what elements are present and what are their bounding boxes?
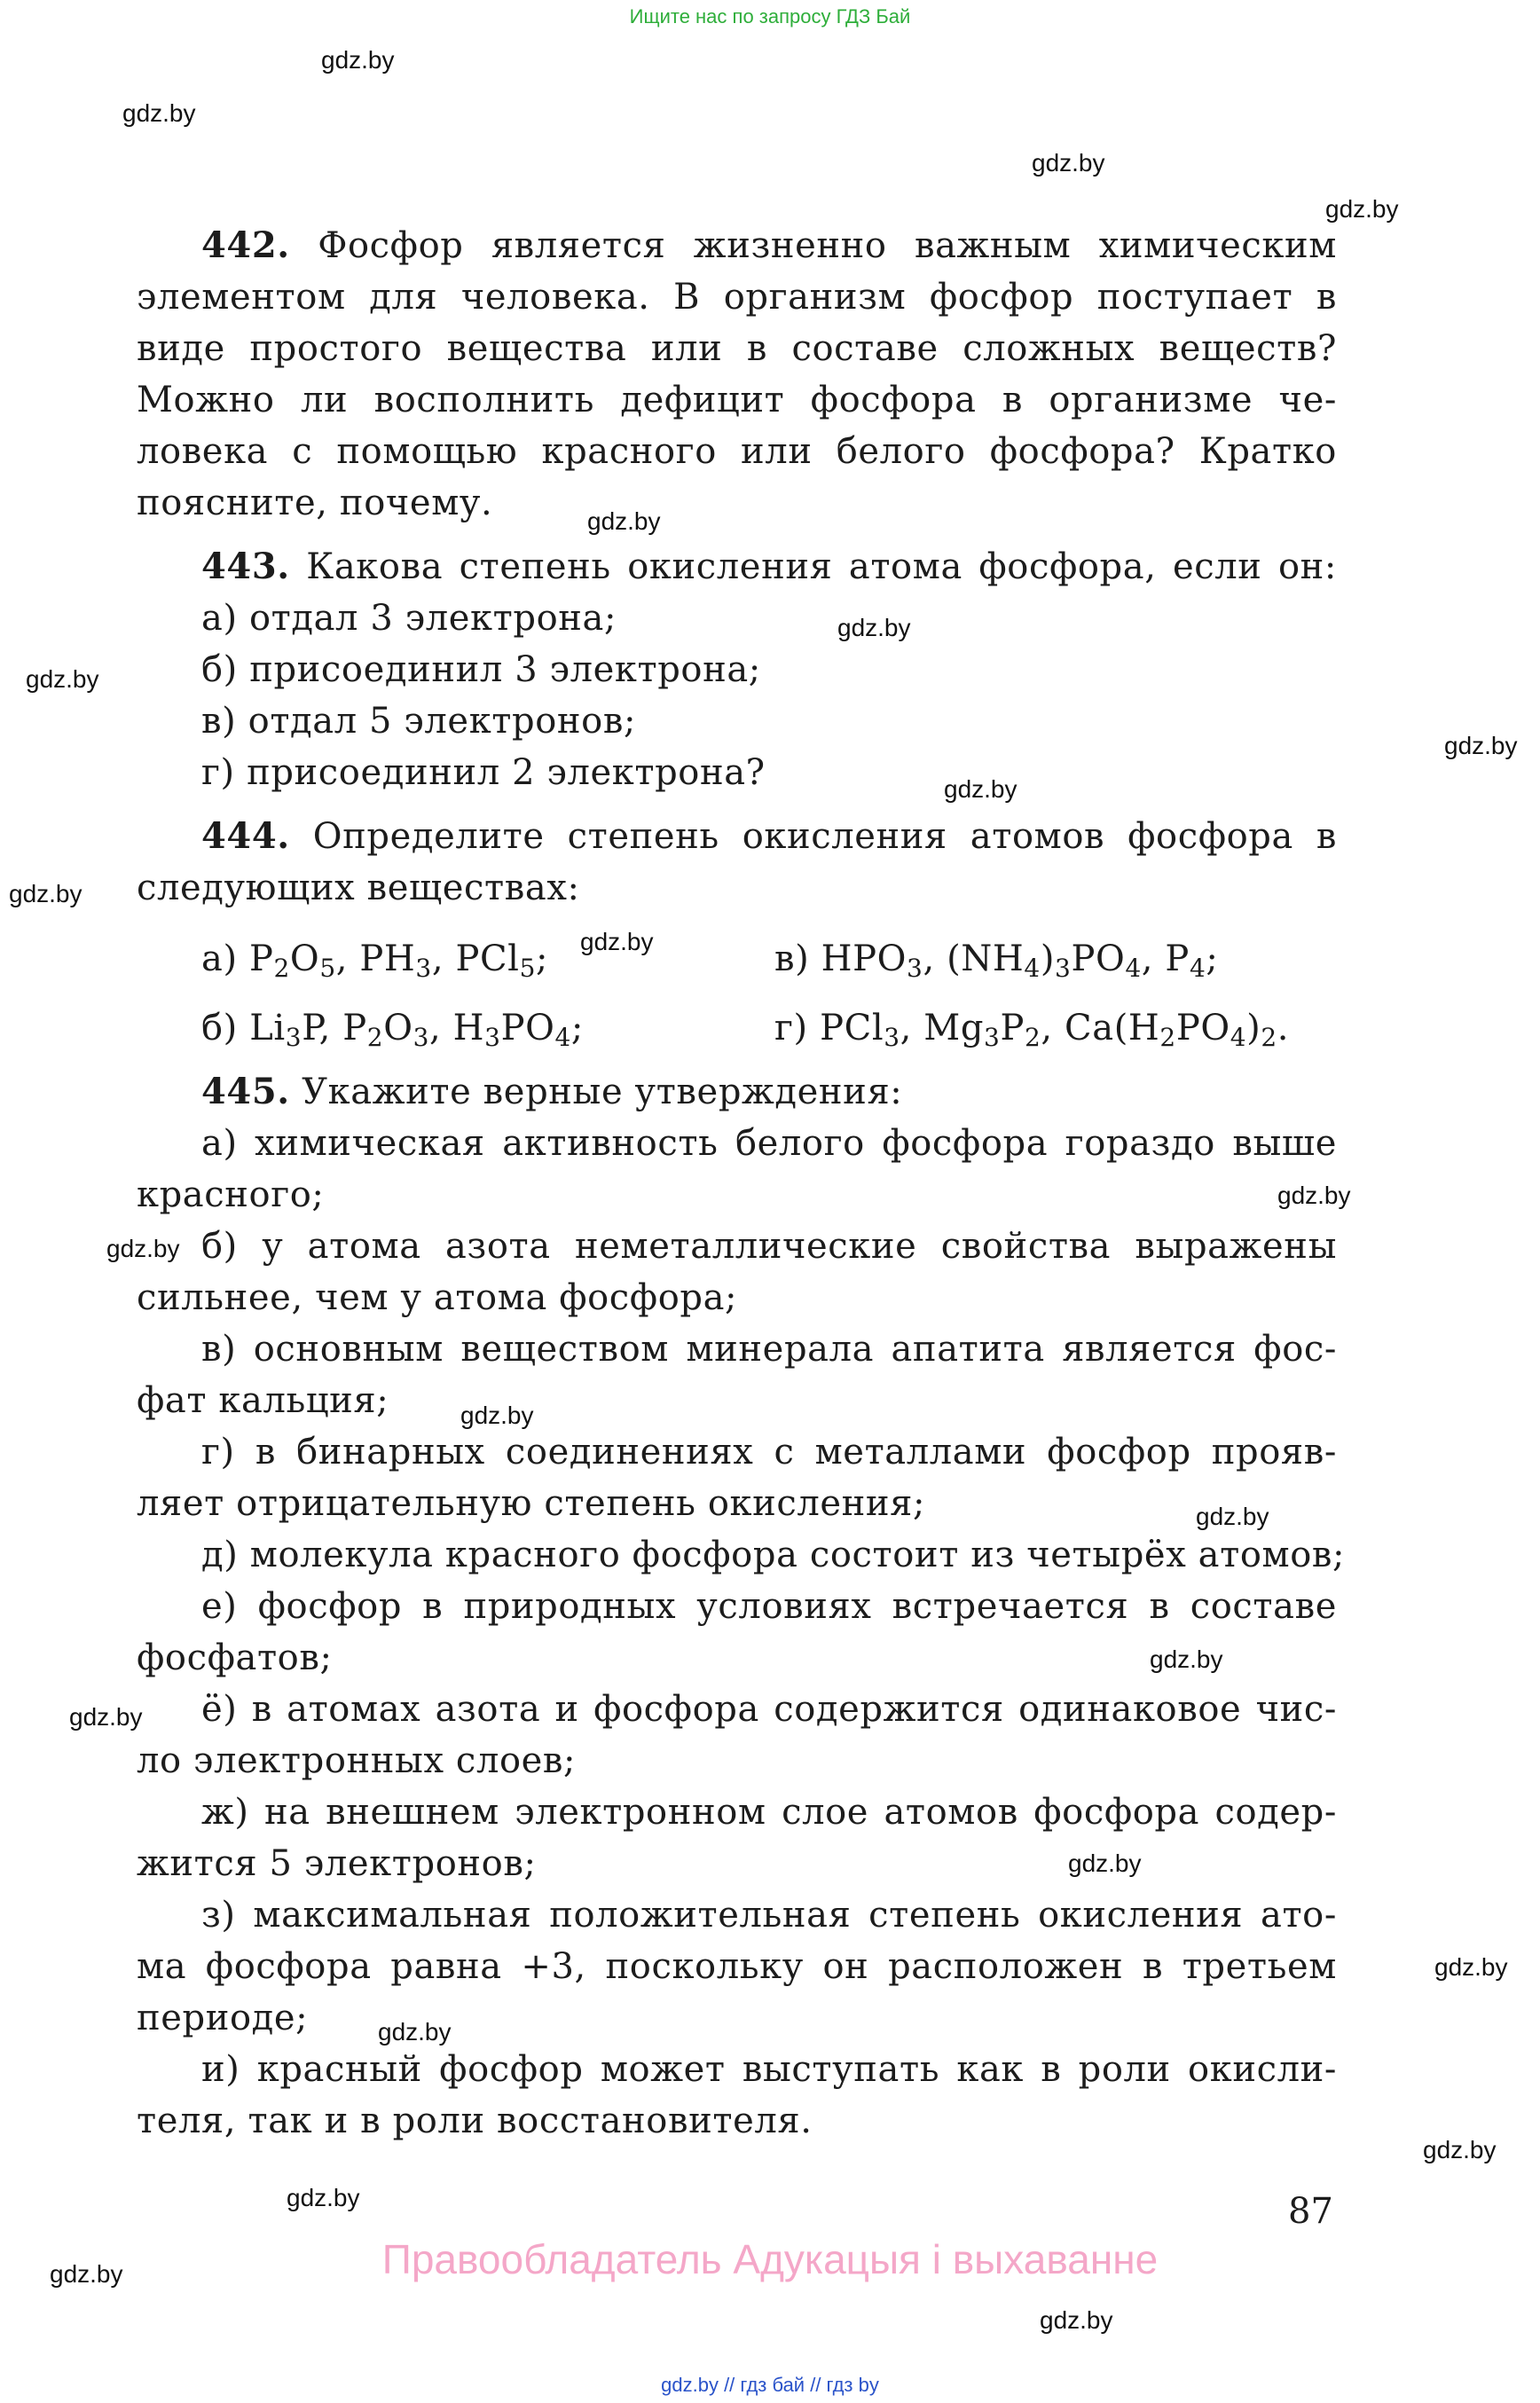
watermark: gdz.by xyxy=(122,99,196,127)
task-445-line: в) основным веществом минерала апатита является фос- xyxy=(201,1329,1337,1370)
formula-a: а) $P_2O_5$, $PH_3$, PCl$_5$; xyxy=(201,938,549,983)
formula-b: б) $Li_3P$, $P_2O_3$, $H_3PO_4$; xyxy=(201,1008,584,1052)
task-445-line: периоде; xyxy=(137,1998,309,2038)
watermark: gdz.by xyxy=(944,775,1018,803)
task-443-option: а) отдал 3 электрона; xyxy=(201,598,617,639)
task-442-line: элементом для человека. В организм фосфор поступает в xyxy=(137,277,1337,318)
task-445-line: а) химическая активность белого фосфора гораздо выше xyxy=(201,1123,1337,1164)
task-443-option: г) присоединил 2 электрона? xyxy=(201,752,766,793)
task-444-stem-2: следующих веществах: xyxy=(137,868,580,908)
watermark: gdz.by xyxy=(106,1235,180,1262)
watermark: gdz.by xyxy=(26,665,99,693)
task-445-line: теля, так и в роли восстановителя. xyxy=(137,2101,813,2141)
watermark: gdz.by xyxy=(1444,732,1518,759)
task-445-line: фат кальция; xyxy=(137,1380,389,1421)
watermark: gdz.by xyxy=(1150,1645,1223,1673)
watermark: gdz.by xyxy=(580,928,654,955)
task-445-line: фосфатов; xyxy=(137,1637,333,1678)
watermark: gdz.by xyxy=(1423,2136,1497,2163)
formula-g: г) PCl$_3$, $Mg_3P_2$, $Ca(H_2PO_4)_2$. xyxy=(774,1008,1290,1052)
watermark: gdz.by xyxy=(69,1703,143,1731)
task-442-number: 442. xyxy=(201,224,290,266)
copyright-notice: Правообладатель Адукацыя і выхаванне xyxy=(381,2236,1159,2282)
task-443-option: в) отдал 5 электронов; xyxy=(201,701,637,742)
task-445-line: ё) в атомах азота и фосфора содержится одинаковое чис- xyxy=(201,1689,1337,1730)
watermark: gdz.by xyxy=(9,880,82,907)
watermark: gdz.by xyxy=(1434,1953,1508,1981)
watermark: gdz.by xyxy=(1040,2306,1113,2334)
task-445-line: е) фосфор в природных условиях встречается в составе xyxy=(201,1586,1337,1627)
task-445-line: красного; xyxy=(137,1174,325,1215)
watermark: gdz.by xyxy=(1277,1182,1351,1209)
task-445-stem: 445. Укажите верные утверждения: xyxy=(201,1071,903,1112)
page-number: 87 xyxy=(1288,2191,1333,2232)
task-445-line: ло электронных слоев; xyxy=(137,1740,577,1781)
task-445-line: ж) на внешнем электронном слое атомов фосфора содер- xyxy=(201,1792,1337,1833)
task-445-line: г) в бинарных соединениях с металлами фосфор прояв- xyxy=(201,1432,1337,1472)
task-444-number: 444. xyxy=(201,815,290,857)
task-442-line: виде простого вещества или в составе сложных веществ? xyxy=(137,328,1337,369)
footer-links[interactable]: gdz.by // гдз бай // гдз by xyxy=(661,2374,879,2396)
watermark: gdz.by xyxy=(587,507,661,535)
watermark: gdz.by xyxy=(460,1402,534,1429)
task-445-line: сильнее, чем у атома фосфора; xyxy=(137,1277,738,1318)
task-445-line: б) у атома азота неметаллические свойства выражены xyxy=(201,1226,1337,1267)
task-442-line: Можно ли восполнить дефицит фосфора в организме че- xyxy=(137,380,1337,420)
watermark: gdz.by xyxy=(1325,195,1399,223)
task-445-number: 445. xyxy=(201,1071,290,1112)
watermark: gdz.by xyxy=(50,2260,123,2288)
top-banner[interactable]: Ищите нас по запросу ГДЗ Бай xyxy=(629,5,911,27)
task-444-stem: 444. Определите степень окисления атомов фосфора в xyxy=(201,815,1337,857)
task-445-line: ма фосфора равна +3, поскольку он расположен в третьем xyxy=(137,1946,1337,1987)
watermark: gdz.by xyxy=(1032,149,1105,177)
task-442-line: ловека с помощью красного или белого фосфора? Кратко xyxy=(137,431,1337,472)
watermark: gdz.by xyxy=(287,2184,360,2211)
task-442-line-1: 442. Фосфор является жизненно важным химическим xyxy=(201,224,1337,266)
task-445-line: жится 5 электронов; xyxy=(137,1843,537,1884)
task-445-line: ляет отрицательную степень окисления; xyxy=(137,1483,926,1524)
watermark: gdz.by xyxy=(1068,1849,1142,1877)
task-443-stem: 443. Какова степень окисления атома фосфора, если он: xyxy=(201,546,1337,587)
task-443-number: 443. xyxy=(201,546,290,587)
task-445-line: д) молекула красного фосфора состоит из четырёх атомов; xyxy=(201,1535,1346,1575)
watermark: gdz.by xyxy=(378,2018,452,2046)
task-443-option: б) присоединил 3 электрона; xyxy=(201,649,761,690)
task-445-line: и) красный фосфор может выступать как в роли окисли- xyxy=(201,2049,1337,2090)
task-445-line: з) максимальная положительная степень окисления ато- xyxy=(201,1895,1337,1936)
formula-v: в) $HPO_3$, $(NH_4)_3PO_4$, $P_4$; xyxy=(774,938,1219,983)
watermark: gdz.by xyxy=(837,614,911,641)
task-442-line: поясните, почему. xyxy=(137,483,493,523)
watermark: gdz.by xyxy=(321,46,395,74)
watermark: gdz.by xyxy=(1196,1503,1269,1530)
